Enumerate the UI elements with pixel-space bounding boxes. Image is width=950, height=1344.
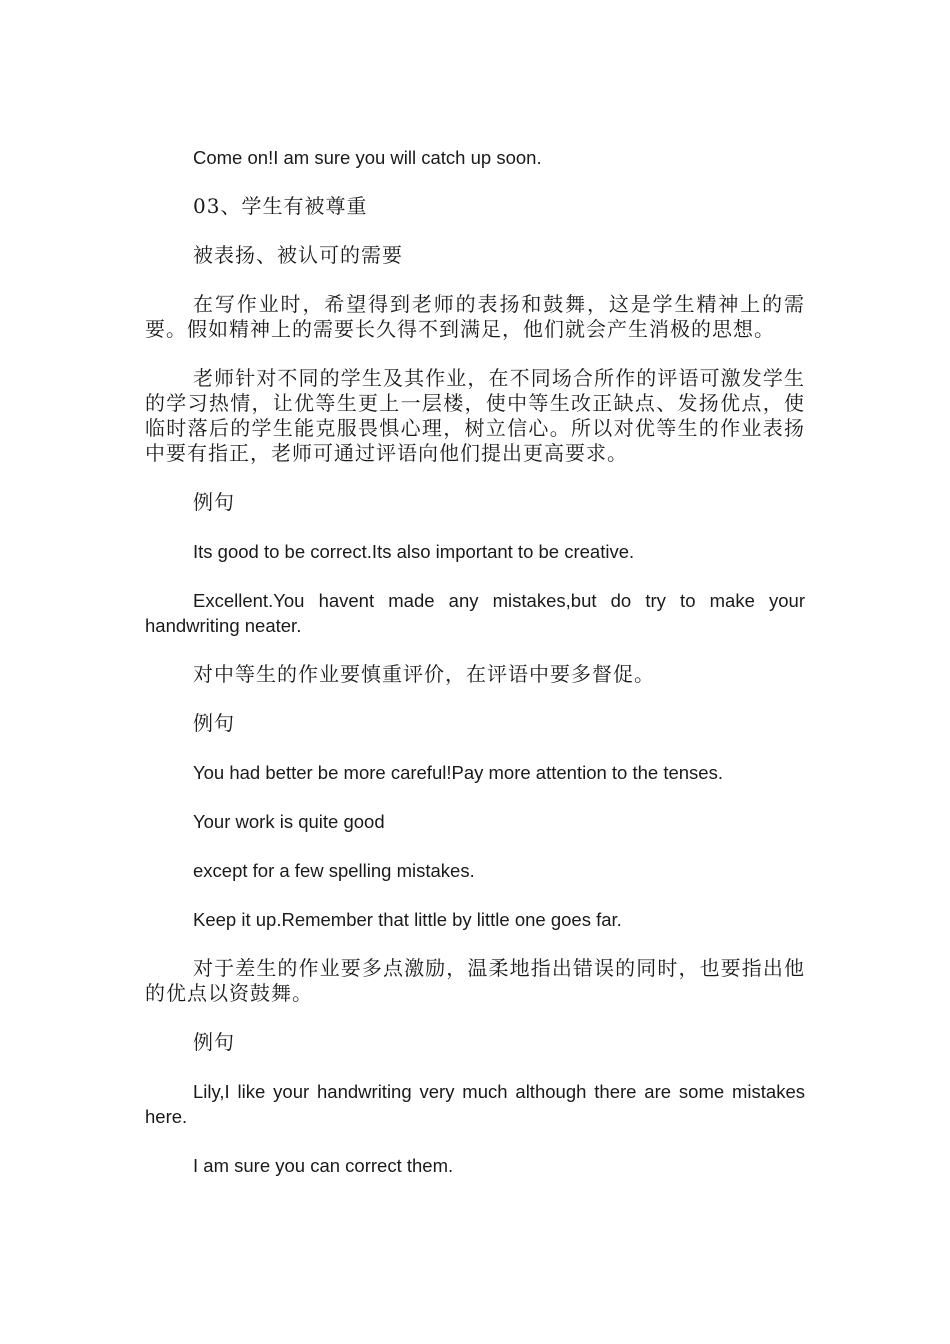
- section-subheading: 被表扬、被认可的需要: [193, 243, 403, 267]
- example-label: 例句: [193, 490, 235, 514]
- example-sentence: Its good to be correct.Its also important to be creative.: [193, 541, 635, 562]
- paragraph-weak-students: 对于差生的作业要多点激励，温柔地指出错误的同时，也要指出他的优点以资鼓舞。: [145, 956, 805, 1005]
- section-heading: 03、学生有被尊重: [193, 194, 368, 218]
- example-sentence: You had better be more careful!Pay more attention to the tenses.: [193, 762, 723, 783]
- example-label: 例句: [193, 711, 235, 735]
- example-sentence: except for a few spelling mistakes.: [193, 860, 475, 881]
- example-sentence: I am sure you can correct them.: [193, 1155, 454, 1176]
- paragraph-average-students: 对中等生的作业要慎重评价，在评语中要多督促。: [193, 662, 655, 686]
- example-sentence: Your work is quite good: [193, 811, 385, 832]
- document-body: [145, 145, 805, 1202]
- paragraph-encouragement: Come on!I am sure you will catch up soon.: [193, 147, 542, 168]
- paragraph-need: 在写作业时，希望得到老师的表扬和鼓舞，这是学生精神上的需要。假如精神上的需要长久得不到满足，他们就会产生消极的思想。: [145, 292, 805, 341]
- paragraph-teacher-comments: 老师针对不同的学生及其作业，在不同场合所作的评语可激发学生的学习热情，让优等生更上一层楼，使中等生改正缺点、发扬优点，使临时落后的学生能克服畏惧心理，树立信心。所以对优等生的作业表扬中要有指正，老师可通过评语向他们提出更高要求。: [145, 366, 805, 465]
- example-sentence: Excellent.You havent made any mistakes,but do try to make your handwriting neater.: [145, 590, 805, 636]
- example-sentence: Lily,I like your handwriting very much although there are some mistakes here.: [145, 1081, 805, 1127]
- example-sentence: Keep it up.Remember that little by little one goes far.: [193, 909, 622, 930]
- example-label: 例句: [193, 1030, 235, 1054]
